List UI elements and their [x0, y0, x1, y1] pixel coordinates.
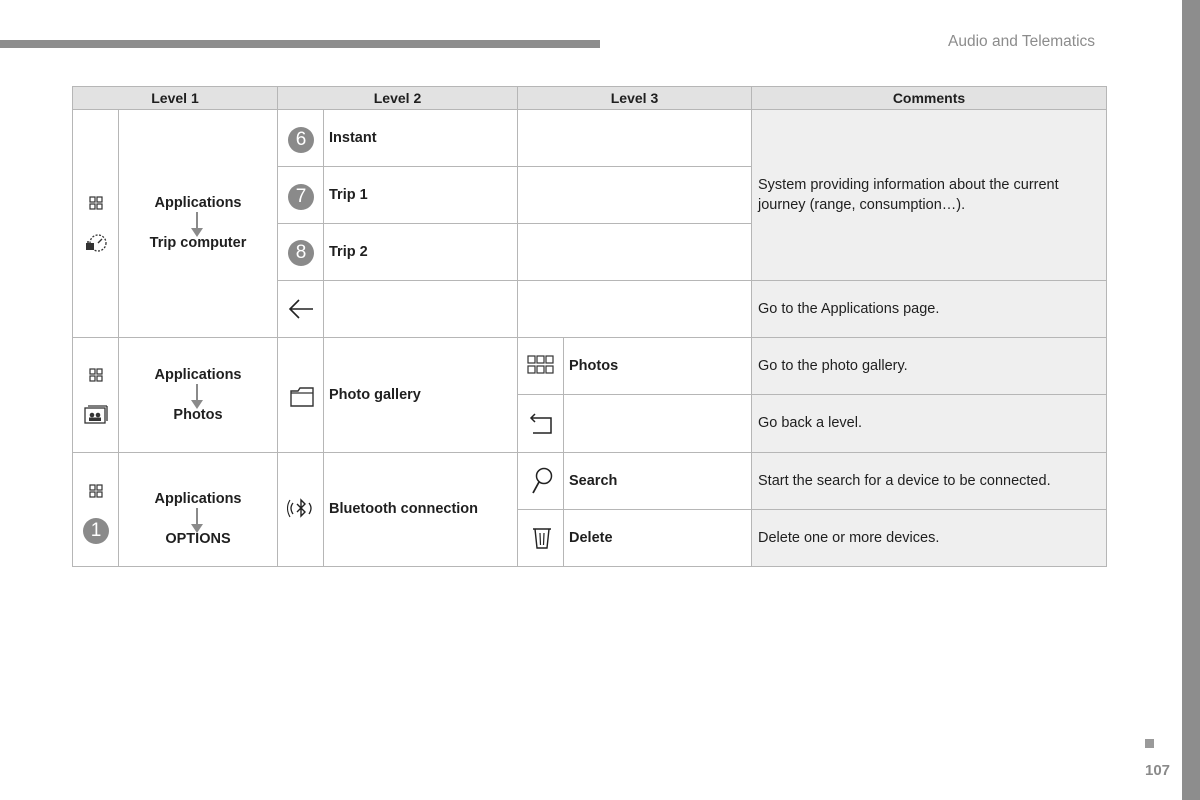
- number-badge: 6: [288, 127, 314, 153]
- level2-empty-cell: [323, 280, 518, 338]
- photos-app-icon: [84, 405, 108, 425]
- delete-comment-text: Delete one or more devices.: [758, 530, 940, 546]
- applications-grid-icon: [89, 196, 103, 210]
- photos-comment-cell: [751, 337, 1107, 395]
- trip-level1-cell: [118, 109, 278, 338]
- bluetooth-label-cell[interactable]: [323, 452, 518, 567]
- header-comments: Comments: [751, 86, 1107, 110]
- trip2-label-cell[interactable]: [323, 223, 518, 281]
- number-badge: 1: [83, 518, 109, 544]
- search-comment-text: Start the search for a device to be connected.: [758, 473, 1051, 489]
- return-arrow-icon[interactable]: [528, 412, 554, 436]
- level3-search-label: Search: [569, 473, 618, 489]
- level1-options-label: OPTIONS: [165, 531, 231, 547]
- trip-comment-text: System providing information about the current journey (range, consumption…).: [758, 177, 1059, 213]
- level3-empty-cell: [517, 280, 752, 338]
- photos-comment-text: Go to the photo gallery.: [758, 358, 908, 374]
- level1-photos-label: Photos: [173, 407, 223, 423]
- trip-icon-cell: [72, 109, 119, 338]
- back-level-comment-text: Go back a level.: [758, 415, 862, 431]
- level1-applications-label: Applications: [154, 367, 242, 383]
- section-title: Audio and Telematics: [948, 33, 1096, 50]
- trash-icon[interactable]: [532, 526, 552, 550]
- applications-grid-icon: [89, 368, 103, 382]
- photos-label-cell[interactable]: [563, 337, 752, 395]
- right-edge-strip: [1182, 0, 1200, 800]
- level3-photos-label: Photos: [569, 358, 619, 374]
- header-level-3: Level 3: [517, 86, 752, 110]
- level3-delete-label: Delete: [569, 530, 613, 546]
- level3-empty-cell: [517, 166, 752, 224]
- search-label-cell[interactable]: [563, 452, 752, 510]
- level1-trip-computer-label: Trip computer: [149, 235, 247, 251]
- level2-photo-gallery-label: Photo gallery: [329, 387, 421, 403]
- folder-icon[interactable]: [289, 386, 315, 408]
- applications-grid-icon: [89, 484, 103, 498]
- trip1-badge-cell: [277, 166, 324, 224]
- photo-gallery-label-cell[interactable]: [323, 337, 518, 453]
- level2-instant-label: Instant: [329, 130, 377, 146]
- delete-comment-cell: [751, 509, 1107, 567]
- level1-applications-label: Applications: [154, 195, 242, 211]
- page-end-mark: [1145, 739, 1154, 748]
- back-level-comment-cell: [751, 394, 1107, 453]
- delete-label-cell[interactable]: [563, 509, 752, 567]
- header-level-1: Level 1: [72, 86, 278, 110]
- level2-trip2-label: Trip 2: [329, 244, 368, 260]
- number-badge: 7: [288, 184, 314, 210]
- bluetooth-icon[interactable]: [287, 497, 315, 521]
- level3-empty-cell: [517, 109, 752, 167]
- level1-applications-label: Applications: [154, 491, 242, 507]
- options-icon-cell: [72, 452, 119, 567]
- thumbnail-grid-icon[interactable]: [527, 355, 555, 375]
- search-icon[interactable]: [531, 467, 553, 495]
- number-badge: 8: [288, 240, 314, 266]
- photo-gallery-icon-cell[interactable]: [277, 337, 324, 453]
- header-level-2: Level 2: [277, 86, 518, 110]
- back-comment-cell: [751, 280, 1107, 338]
- trip-comment-cell: [751, 109, 1107, 281]
- search-icon-cell[interactable]: [517, 452, 564, 510]
- delete-icon-cell[interactable]: [517, 509, 564, 567]
- back-level-icon-cell[interactable]: [517, 394, 564, 453]
- back-comment-text: Go to the Applications page.: [758, 301, 940, 317]
- trip2-badge-cell: [277, 223, 324, 281]
- instant-label-cell[interactable]: [323, 109, 518, 167]
- trip-computer-icon: [84, 232, 108, 254]
- photos-grid-icon-cell[interactable]: [517, 337, 564, 395]
- level2-bluetooth-label: Bluetooth connection: [329, 501, 479, 517]
- search-comment-cell: [751, 452, 1107, 510]
- back-arrow-icon[interactable]: [288, 298, 314, 320]
- instant-badge-cell: [277, 109, 324, 167]
- page-number: 107: [1145, 762, 1171, 779]
- top-rule: [0, 40, 600, 48]
- back-icon-cell[interactable]: [277, 280, 324, 338]
- level3-empty-cell: [517, 223, 752, 281]
- photos-icon-cell: [72, 337, 119, 453]
- trip1-label-cell[interactable]: [323, 166, 518, 224]
- options-level1-cell: [118, 452, 278, 567]
- level2-trip1-label: Trip 1: [329, 187, 368, 203]
- bluetooth-icon-cell[interactable]: [277, 452, 324, 567]
- level3-empty-cell: [563, 394, 752, 453]
- photos-level1-cell: [118, 337, 278, 453]
